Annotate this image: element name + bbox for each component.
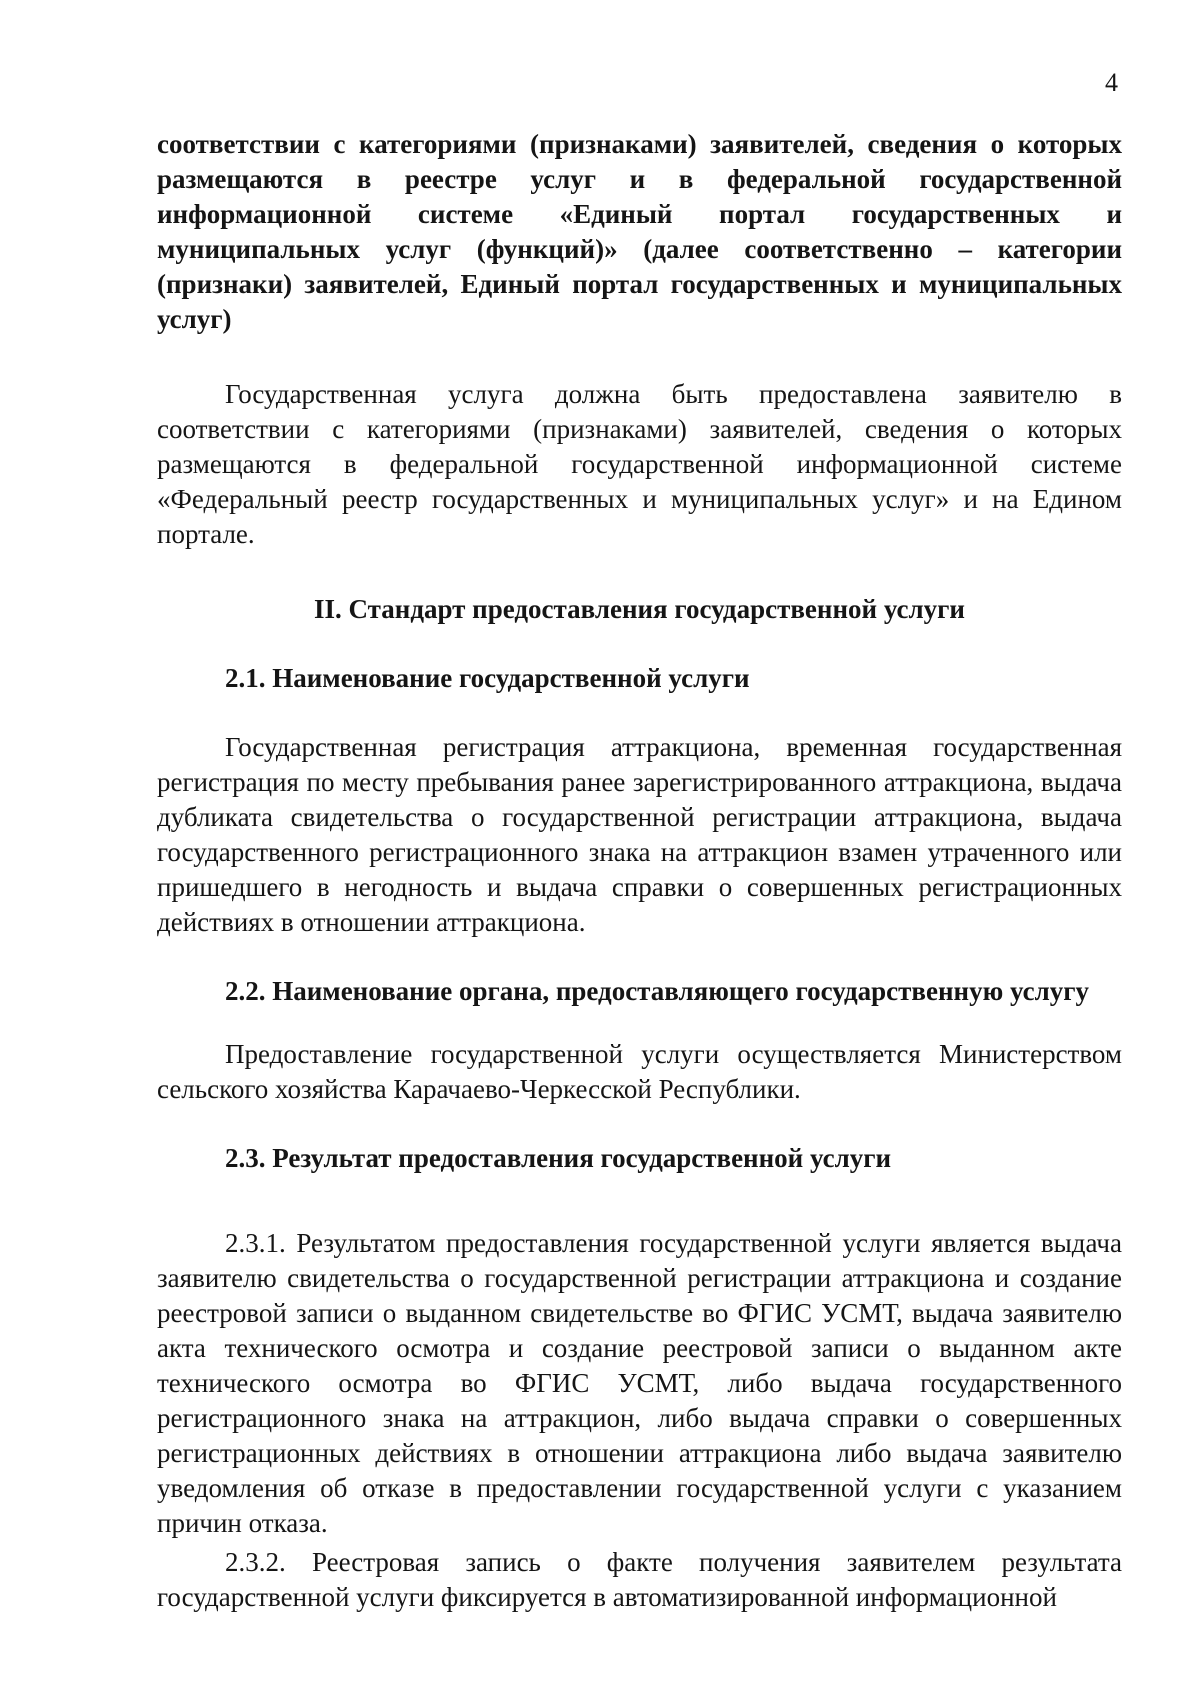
paragraph-2-3-2: 2.3.2. Реестровая запись о факте получения заявителем результата государственной услуги фиксируется в автоматизированной информационной — [157, 1547, 1122, 1612]
paragraph-2-2: Предоставление государственной услуги осуществляется Министерством сельского хозяйства Карачаево-Черкесской Республики. — [157, 1039, 1122, 1104]
heading-2-2: 2.2. Наименование органа, предоставляющего государственную услугу — [225, 976, 1090, 1006]
heading-2-1: 2.1. Наименование государственной услуги — [225, 663, 750, 693]
page-number: 4 — [1105, 68, 1118, 97]
paragraph-2-3-1: 2.3.1. Результатом предоставления государственной услуги является выдача заявителю свидетельства о государственной регистрации аттракциона и создание реестровой записи о выданном свидетельстве во ФГИС УСМТ, выдача заявителю акта технического осмотра и создание реестровой записи о выданном акте технического осмотра во ФГИС УСМТ, либо выдача государственного регистрационного знака на аттракцион, либо выдача справки о совершенных регистрационных действиях в отношении аттракциона либо выдача заявителю уведомления об отказе в предоставлении государственной услуги с указанием причин отказа. — [157, 1228, 1122, 1538]
section-title: II. Стандарт предоставления государственной услуги — [314, 594, 965, 624]
heading-2-3: 2.3. Результат предоставления государственной услуги — [225, 1143, 892, 1173]
paragraph-2-1: Государственная регистрация аттракциона, временная государственная регистрация по месту пребывания ранее зарегистрированного аттракциона, выдача дубликата свидетельства о государственной регистрации аттракциона, выдача государственного регистрационного знака на аттракцион взамен утраченного или пришедшего в негодность и выдача справки о совершенных регистрационных действиях в отношении аттракциона. — [157, 732, 1122, 937]
intro-paragraph: соответствии с категориями (признаками) заявителей, сведения о которых размещаются в реестре услуг и в федеральной государственной информационной системе «Единый портал государственных и муниципальных услуг (функций)» (далее соответственно – категории (признаки) заявителей, Единый портал государственных и муниципальных услуг) — [157, 129, 1122, 334]
service-paragraph: Государственная услуга должна быть предоставлена заявителю в соответствии с категориями (признаками) заявителей, сведения о которых размещаются в федеральной государственной информационной системе «Федеральный реестр государственных и муниципальных услуг» и на Едином портале. — [157, 379, 1122, 549]
document-body — [157, 127, 1122, 1615]
